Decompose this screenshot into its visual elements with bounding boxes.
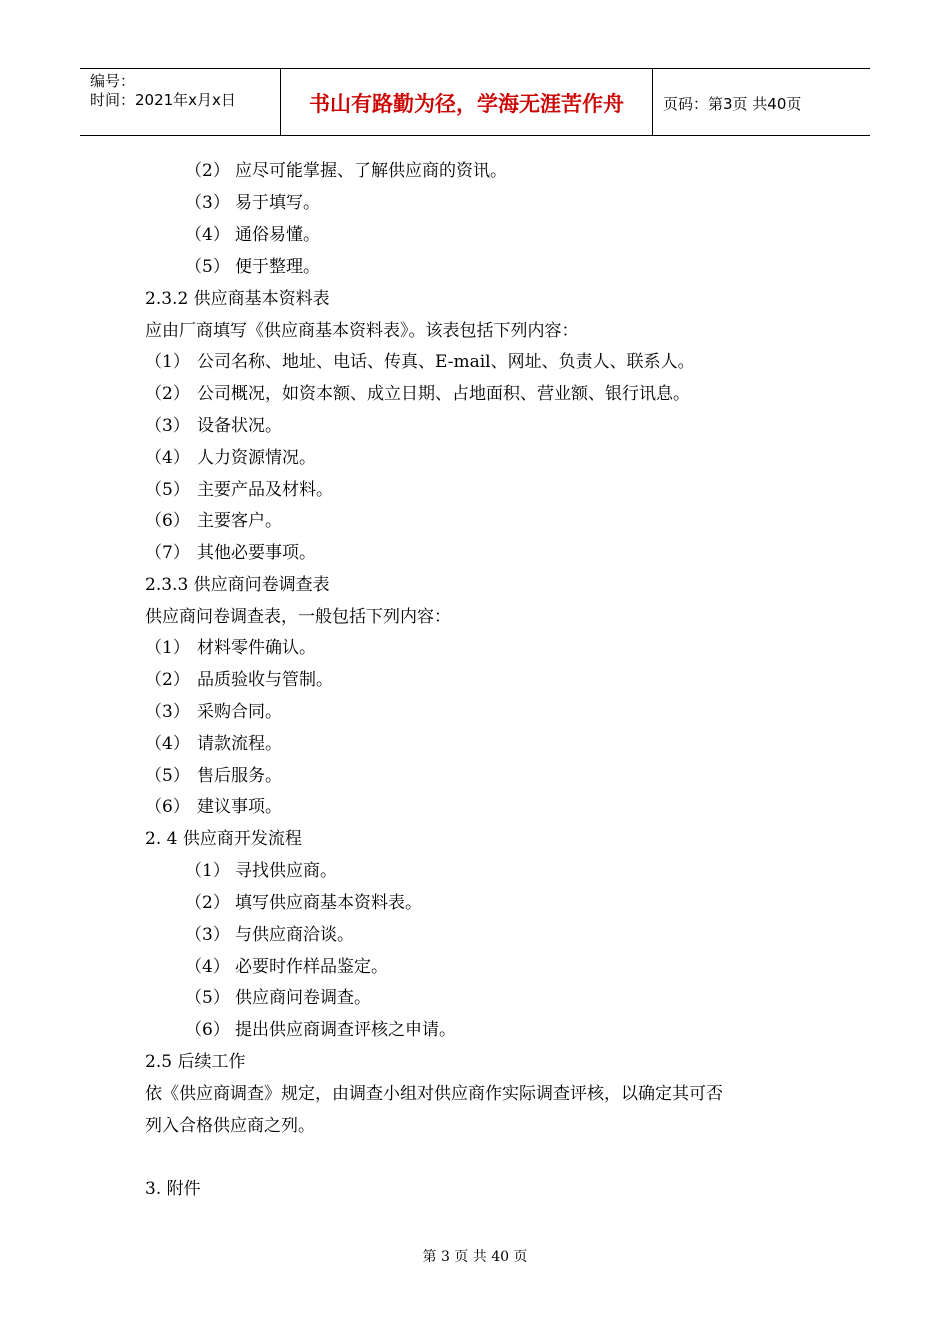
line-text: 必要时作样品鉴定。 — [235, 957, 388, 977]
item-number: （6） — [185, 1020, 230, 1040]
item-number: （5） — [185, 988, 230, 1008]
line-text: 材料零件确认。 — [197, 638, 316, 658]
text-line — [185, 160, 507, 182]
item-number: （3） — [145, 702, 190, 722]
line-text: 设备状况。 — [197, 416, 282, 436]
text-line — [185, 256, 320, 278]
item-number: （5） — [185, 257, 230, 277]
text-line — [145, 447, 316, 469]
text-line — [145, 288, 330, 310]
line-text: 其他必要事项。 — [197, 543, 316, 563]
line-text: 请款流程。 — [197, 734, 282, 754]
header-motto: 书山有路勤为径，学海无涯苦作舟 — [281, 69, 653, 135]
line-text: 主要客户。 — [197, 511, 282, 531]
line-text: 提出供应商调查评核之申请。 — [235, 1020, 456, 1040]
item-number: （1） — [145, 638, 190, 658]
line-text: 列入合格供应商之列。 — [145, 1116, 315, 1136]
item-number: （2） — [185, 893, 230, 913]
text-line — [185, 956, 388, 978]
item-number: （3） — [185, 925, 230, 945]
item-number: （7） — [145, 543, 190, 563]
line-text: 便于整理。 — [235, 257, 320, 277]
text-line — [185, 224, 320, 246]
line-text: 供应商问卷调查。 — [235, 988, 371, 1008]
item-number: （4） — [145, 734, 190, 754]
text-line — [145, 479, 333, 501]
item-number: （5） — [145, 766, 190, 786]
text-line — [145, 828, 302, 850]
line-text: 2.3.3 供应商问卷调查表 — [145, 575, 330, 595]
text-line — [145, 351, 695, 373]
item-number: （4） — [185, 225, 230, 245]
item-number: （1） — [185, 861, 230, 881]
text-line — [145, 765, 282, 787]
line-text: 公司名称、地址、电话、传真、E-mail、网址、负责人、联系人。 — [197, 352, 695, 372]
line-text: 填写供应商基本资料表。 — [235, 893, 422, 913]
text-line — [145, 320, 579, 342]
text-line — [185, 192, 320, 214]
text-line — [145, 1178, 201, 1200]
text-line — [145, 669, 333, 691]
line-text: 品质验收与管制。 — [197, 670, 333, 690]
item-number: （4） — [145, 448, 190, 468]
line-text: 供应商问卷调查表，一般包括下列内容： — [145, 607, 451, 627]
line-text: 寻找供应商。 — [235, 861, 337, 881]
text-line — [145, 1115, 315, 1137]
item-number: （6） — [145, 511, 190, 531]
line-text: 采购合同。 — [197, 702, 282, 722]
text-line — [145, 542, 316, 564]
text-line — [145, 1083, 723, 1105]
text-line — [185, 924, 354, 946]
line-text: 易于填写。 — [235, 193, 320, 213]
line-text: 售后服务。 — [197, 766, 282, 786]
page-header — [80, 68, 870, 136]
code-label: 编号： — [90, 72, 136, 90]
text-line — [145, 415, 282, 437]
item-number: （2） — [145, 670, 190, 690]
line-text: 与供应商洽谈。 — [235, 925, 354, 945]
item-number: （1） — [145, 352, 190, 372]
line-text: 人力资源情况。 — [197, 448, 316, 468]
item-number: （2） — [145, 384, 190, 404]
line-text: 应由厂商填写《供应商基本资料表》。该表包括下列内容： — [145, 321, 579, 341]
time-label: 时间：2021年x月x日 — [90, 91, 236, 109]
item-number: （5） — [145, 480, 190, 500]
line-text: 通俗易懂。 — [235, 225, 320, 245]
text-line — [145, 574, 330, 596]
text-line — [185, 987, 371, 1009]
text-line — [145, 733, 282, 755]
item-number: （6） — [145, 797, 190, 817]
text-line — [145, 606, 451, 628]
line-text: 主要产品及材料。 — [197, 480, 333, 500]
line-text: 建议事项。 — [197, 797, 282, 817]
page-footer: 第 3 页 共 40 页 — [422, 1249, 528, 1265]
line-text: 2.5 后续工作 — [145, 1052, 246, 1072]
text-line — [145, 383, 690, 405]
line-text: 2.3.2 供应商基本资料表 — [145, 289, 330, 309]
text-line — [185, 892, 422, 914]
header-page-info: 页码：第3页 共40页 — [663, 94, 802, 113]
line-text: 2. 4 供应商开发流程 — [145, 829, 302, 849]
header-meta — [80, 69, 281, 135]
line-text: 依《供应商调查》规定，由调查小组对供应商作实际调查评核，以确定其可否 — [145, 1084, 723, 1104]
item-number: （3） — [145, 416, 190, 436]
text-line — [185, 1019, 456, 1041]
text-line — [185, 860, 337, 882]
text-line — [145, 701, 282, 723]
text-line — [145, 796, 282, 818]
text-line — [145, 637, 316, 659]
text-line — [145, 510, 282, 532]
line-text: 公司概况，如资本额、成立日期、占地面积、营业额、银行讯息。 — [197, 384, 690, 404]
item-number: （2） — [185, 161, 230, 181]
item-number: （3） — [185, 193, 230, 213]
line-text: 应尽可能掌握、了解供应商的资讯。 — [235, 161, 507, 181]
line-text: 3. 附件 — [145, 1179, 201, 1199]
text-line — [145, 1051, 245, 1073]
item-number: （4） — [185, 957, 230, 977]
